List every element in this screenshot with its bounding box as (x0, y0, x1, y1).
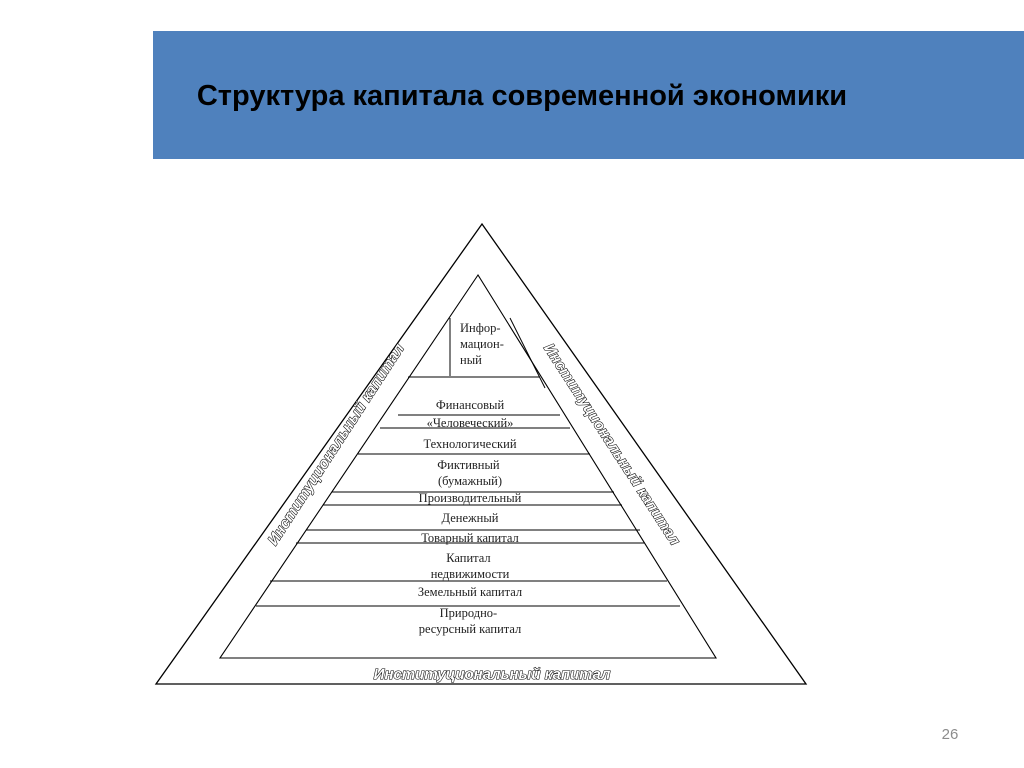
institutional-label-bottom: Институциональный капитал (373, 666, 611, 683)
level-productive: Производительный (418, 491, 522, 505)
level-natural-resource: Природно- ресурсный капитал (418, 606, 522, 636)
institutional-label-right: Институциональный капитал (540, 340, 684, 549)
level-commodity: Товарный капитал (421, 531, 519, 545)
level-monetary: Денежный (441, 511, 499, 525)
page-number: 26 (941, 726, 959, 743)
level-human: «Человеческий» (426, 416, 514, 430)
level-land: Земельный капитал (417, 585, 523, 599)
level-informational: Инфор- мацион- ный (460, 321, 504, 367)
level-real-estate: Капитал недвижимости (430, 551, 510, 581)
level-financial: Финансовый (435, 398, 505, 412)
slide-title: Структура капитала современной экономики (196, 80, 848, 112)
level-fictitious: Фиктивный (бумажный) (437, 458, 503, 488)
institutional-label-left: Институциональный капитал (264, 340, 408, 549)
level-technological: Технологический (423, 437, 517, 451)
